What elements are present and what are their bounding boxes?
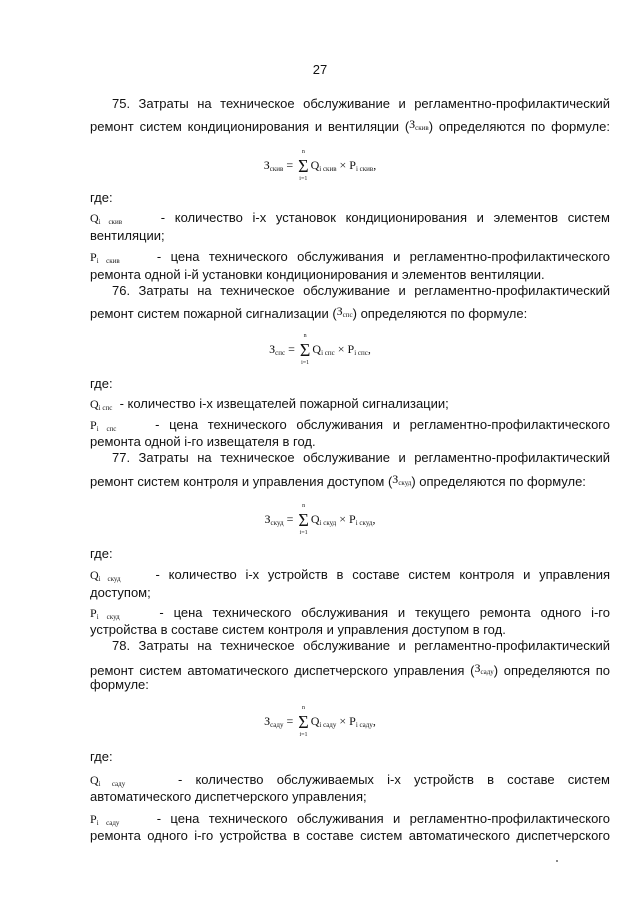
- item78-where: где:: [90, 749, 113, 764]
- item77-p-definition-line1: $P_{i скуд}$ - цена технического обслуживания и текущего ремонта одного i-го: [90, 605, 610, 621]
- scan-speck: [556, 860, 558, 862]
- item75-heading-line2: ремонт систем кондиционирования и вентиляции $(З_{скив})$ определяются по формуле:: [90, 117, 610, 134]
- item78-p-definition-line2: ремонта одного i-го устройства в составе систем автоматического диспетчерского: [90, 828, 610, 843]
- item77-heading-line2: ремонт систем контроля и управления доступом $(З_{скуд})$ определяются по формуле:: [90, 472, 586, 489]
- item78-q-definition-line1: $Q_{i сaду}$ - количество обслуживаемых i-х устройств в составе систем: [90, 772, 610, 788]
- sum-operator: n Σ i=1: [299, 333, 311, 366]
- item77-q-definition-line1: $Q_{i скуд}$ - количество i-х устройств в составе систем контроля и управления: [90, 567, 610, 583]
- sum-operator: n Σ i=1: [298, 149, 309, 182]
- item75-p-definition-line2: ремонта одной i-й установки кондиционирования и элементов вентиляции.: [90, 267, 545, 282]
- item75-q-definition-line1: $Q_{i скив}$ - количество i-х установок кондиционирования и элементов систем: [90, 210, 610, 226]
- item78-formula: $З_{сaду}$ = n Σ i=1 $Q_{i сaду} \times P_{i сaду}$,: [264, 705, 376, 738]
- item78-p-definition-line1: $P_{i сaду}$ - цена технического обслуживания и регламентно-профилактического: [90, 811, 610, 827]
- item77-p-definition-line2: устройства в составе систем контроля и управления доступом в год.: [90, 622, 506, 637]
- item75-formula: $З_{скив}$ = n Σ i=1 $Q_{i скив} \times P_{i скив}$,: [263, 149, 377, 182]
- item75-q-definition-line2: вентиляции;: [90, 228, 165, 243]
- item76-formula: $З_{спс}$ = n Σ i=1 $Q_{i спс} \times P_{i спс}$,: [269, 333, 371, 366]
- item77-where: где:: [90, 546, 113, 561]
- item77-heading-line1: 77. Затраты на техническое обслуживание и регламентно-профилактический: [112, 450, 610, 465]
- item78-heading-line2: ремонт систем автоматического диспетчерского управления $(З_{сaду})$ определяются по: [90, 661, 610, 678]
- item77-q-definition-line2: доступом;: [90, 585, 151, 600]
- item75-inline-symbol: $З_{скив}$: [409, 117, 429, 132]
- item76-where: где:: [90, 376, 113, 391]
- item78-inline-symbol: $З_{сaду}$: [474, 661, 494, 676]
- sum-operator: n Σ i=1: [298, 503, 309, 536]
- item76-inline-symbol: $З_{спс}$: [336, 304, 353, 319]
- item78-heading-line3: формуле:: [90, 677, 149, 692]
- item77-inline-symbol: $З_{скуд}$: [392, 472, 412, 487]
- sum-operator: n Σ i=1: [298, 705, 309, 738]
- item78-q-definition-line2: автоматического диспетчерского управления;: [90, 789, 367, 804]
- item78-heading-line1: 78. Затраты на техническое обслуживание и регламентно-профилактический: [112, 638, 610, 653]
- item75-where: где:: [90, 190, 113, 205]
- item76-heading-line2: ремонт систем пожарной сигнализации $(З_{спс})$ определяются по формуле:: [90, 304, 528, 321]
- item76-heading-line1: 76. Затраты на техническое обслуживание и регламентно-профилактический: [112, 283, 610, 298]
- item75-p-definition-line1: $P_{i скив}$ - цена технического обслуживания и регламентно-профилактического: [90, 249, 610, 265]
- item77-formula: $З_{скуд}$ = n Σ i=1 $Q_{i скуд} \times P_{i скуд}$,: [264, 503, 376, 536]
- item75-heading-line1: 75. Затраты на техническое обслуживание и регламентно-профилактический: [112, 96, 610, 111]
- item76-p-definition-line1: $P_{i спс}$ - цена технического обслуживания и регламентно-профилактического: [90, 417, 610, 433]
- item76-q-definition: $Q_{i спс}$ - количество i-х извещателей пожарной сигнализации;: [90, 396, 449, 412]
- page-number: 27: [312, 62, 328, 77]
- item76-p-definition-line2: ремонта одной i-го извещателя в год.: [90, 434, 316, 449]
